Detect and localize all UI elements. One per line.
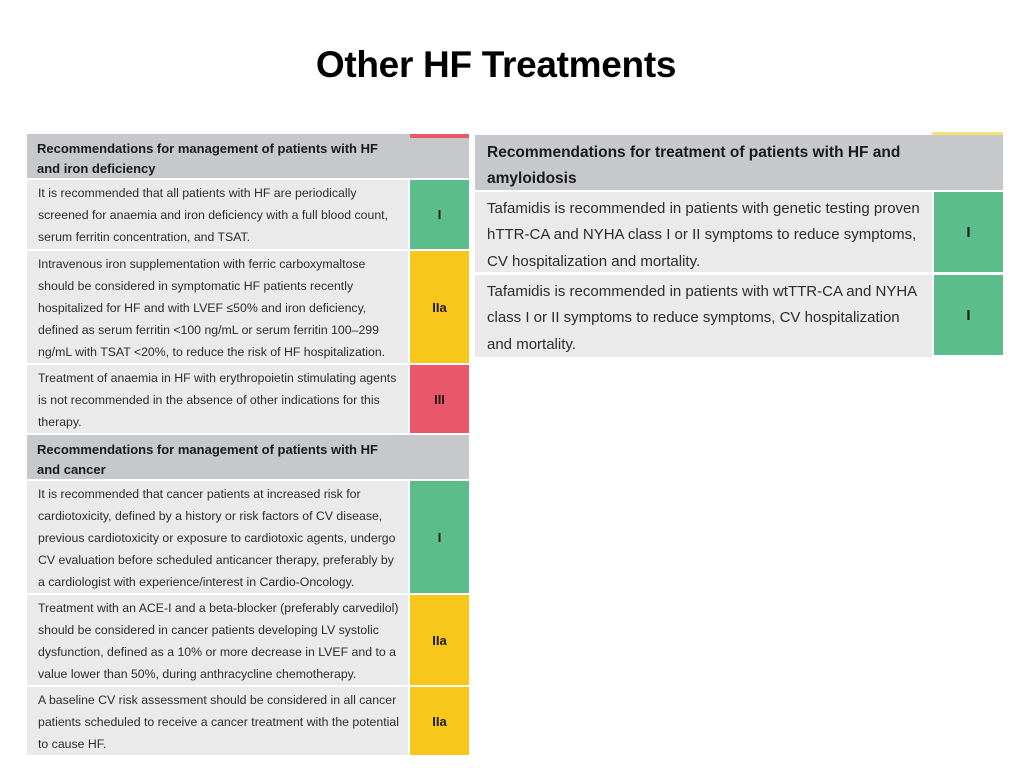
cancer-row-3 [27, 687, 469, 755]
cancer-row-2-class-badge: IIa [408, 595, 469, 685]
cancer-row-1-class-badge: I [408, 481, 469, 593]
iron-row-2-text: Intravenous iron supplementation with ferric carboxymaltose should be considered in symptomatic HF patients recently hospitalized for HF and with LVEF ≤50% and iron deficiency, defined as serum ferritin <100 ng/mL or serum ferritin 100–299 ng/mL with TSAT <20%, to reduce the risk of HF hospitalization. [27, 251, 408, 363]
cancer-row-3-text: A baseline CV risk assessment should be considered in all cancer patients scheduled to receive a cancer treatment with the potential to cause HF. [27, 687, 408, 755]
iron-row-3-text: Treatment of anaemia in HF with erythropoietin stimulating agents is not recommended in the absence of other indications for this therapy. [27, 365, 408, 433]
iron-row-3 [27, 365, 469, 435]
amyloidosis-row-1-class-badge: I [932, 192, 1003, 272]
iron-row-1-class-badge: I [408, 180, 469, 249]
top-class-strip-yellow [932, 132, 1003, 135]
iron-row-1-text: It is recommended that all patients with HF are periodically screened for anaemia and iron deficiency with a full blood count, serum ferritin concentration, and TSAT. [27, 180, 408, 249]
slide-title: Other HF Treatments [315, 44, 677, 85]
amyloidosis-row-2-text: Tafamidis is recommended in patients with wtTTR-CA and NYHA class I or II symptoms to reduce symptoms, CV hospitalization and mortality. [475, 275, 932, 355]
iron-row-2 [27, 251, 469, 365]
iron-row-3-class-badge: III [408, 365, 469, 433]
amyloidosis-row-1 [475, 192, 1003, 275]
iron-section-header: Recommendations for management of patients with HF and iron deficiency [27, 134, 469, 180]
cancer-section-header: Recommendations for management of patients with HF and cancer [27, 435, 469, 481]
amyloidosis-section-header: Recommendations for treatment of patients with HF and amyloidosis [475, 135, 1003, 192]
amyloidosis-row-2 [475, 275, 1003, 355]
top-class-strip-red [410, 134, 469, 138]
cancer-row-1-text: It is recommended that cancer patients at increased risk for cardiotoxicity, defined by a history or risk factors of CV disease, previous cardiotoxicity or exposure to cardiotoxic agents, undergo CV evaluation before scheduled anticancer therapy, preferably by a cardiologist with experience/interest in Cardio-Oncology. [27, 481, 408, 593]
cancer-row-3-class-badge: IIa [408, 687, 469, 755]
amyloidosis-row-2-class-badge: I [932, 275, 1003, 355]
cancer-row-1 [27, 481, 469, 595]
top-class-strip [475, 132, 1003, 135]
right-recommendations-panel [475, 132, 1003, 357]
iron-row-1 [27, 180, 469, 251]
cancer-row-2-text: Treatment with an ACE-I and a beta-blocker (preferably carvedilol) should be considered in cancer patients developing LV systolic dysfunction, defined as a 10% or more decrease in LVEF and to a value lower than 50%, during anthracycline chemotherapy. [27, 595, 408, 685]
amyloidosis-row-1-text: Tafamidis is recommended in patients with genetic testing proven hTTR-CA and NYHA class I or II symptoms to reduce symptoms, CV hospitalization and mortality. [475, 192, 932, 272]
cancer-row-2 [27, 595, 469, 687]
left-recommendations-panel [27, 134, 469, 755]
iron-row-2-class-badge: IIa [408, 251, 469, 363]
